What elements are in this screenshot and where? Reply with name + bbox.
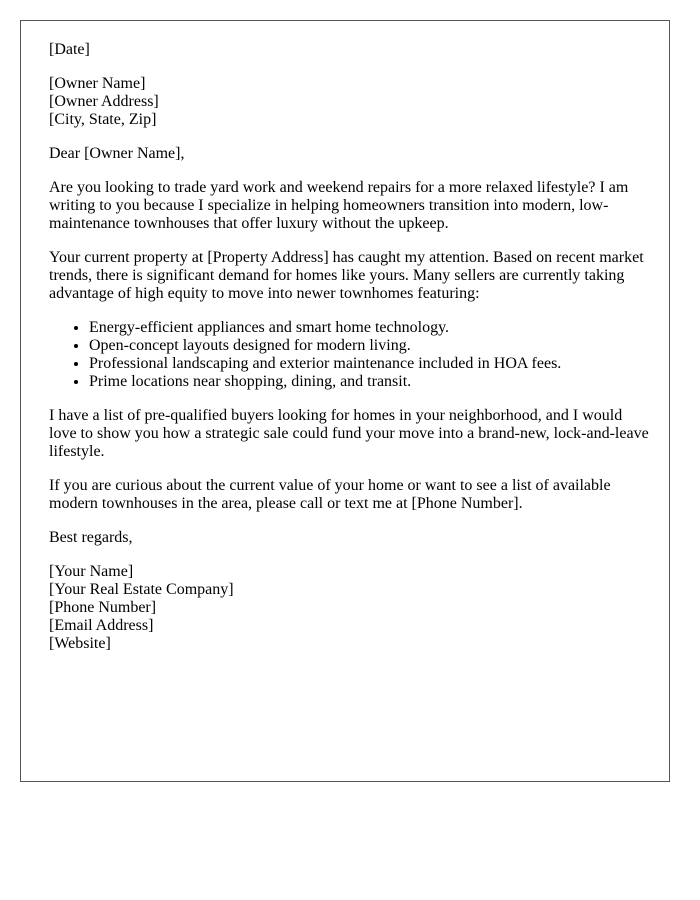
feature-list bbox=[49, 319, 649, 391]
paragraph: Your current property at [Property Address] has caught my attention. Based on recent market trends, there is significant demand for homes like yours. Many sellers are currently taking advantage of high equity to move into newer townhomes featuring: bbox=[49, 249, 644, 302]
paragraph: If you are curious about the current value of your home or want to see a list of available modern townhouses in the area, please call or text me at [Phone Number]. bbox=[49, 477, 611, 512]
paragraph: Are you looking to trade yard work and weekend repairs for a more relaxed lifestyle? I am writing to you because I specialize in helping homeowners transition into modern, low-maintenance townhouses that offer luxury without the upkeep. bbox=[49, 179, 629, 232]
recipient-line: [City, State, Zip] bbox=[49, 111, 157, 128]
salutation: Dear [Owner Name], bbox=[49, 145, 185, 162]
recipient-line: [Owner Address] bbox=[49, 93, 159, 110]
signature bbox=[49, 563, 649, 653]
closing: Best regards, bbox=[49, 529, 133, 546]
list-item: • Open-concept layouts designed for modern living. bbox=[89, 337, 649, 355]
date: [Date] bbox=[49, 41, 90, 58]
list-item: • Professional landscaping and exterior maintenance included in HOA fees. bbox=[89, 355, 649, 373]
signature-line: [Website] bbox=[49, 635, 111, 652]
signature-line: [Email Address] bbox=[49, 617, 154, 634]
paragraph: I have a list of pre-qualified buyers looking for homes in your neighborhood, and I would love to show you how a strategic sale could fund your move into a brand-new, lock-and-leave lifestyle. bbox=[49, 407, 649, 460]
signature-line: [Your Name] bbox=[49, 563, 134, 580]
signature-line: [Your Real Estate Company] bbox=[49, 581, 234, 598]
recipient-line: [Owner Name] bbox=[49, 75, 146, 92]
signature-line: [Phone Number] bbox=[49, 599, 157, 616]
recipient-address bbox=[49, 75, 649, 129]
list-item: • Prime locations near shopping, dining, and transit. bbox=[89, 373, 649, 391]
letter bbox=[20, 20, 670, 782]
list-item: • Energy-efficient appliances and smart home technology. bbox=[89, 319, 649, 337]
